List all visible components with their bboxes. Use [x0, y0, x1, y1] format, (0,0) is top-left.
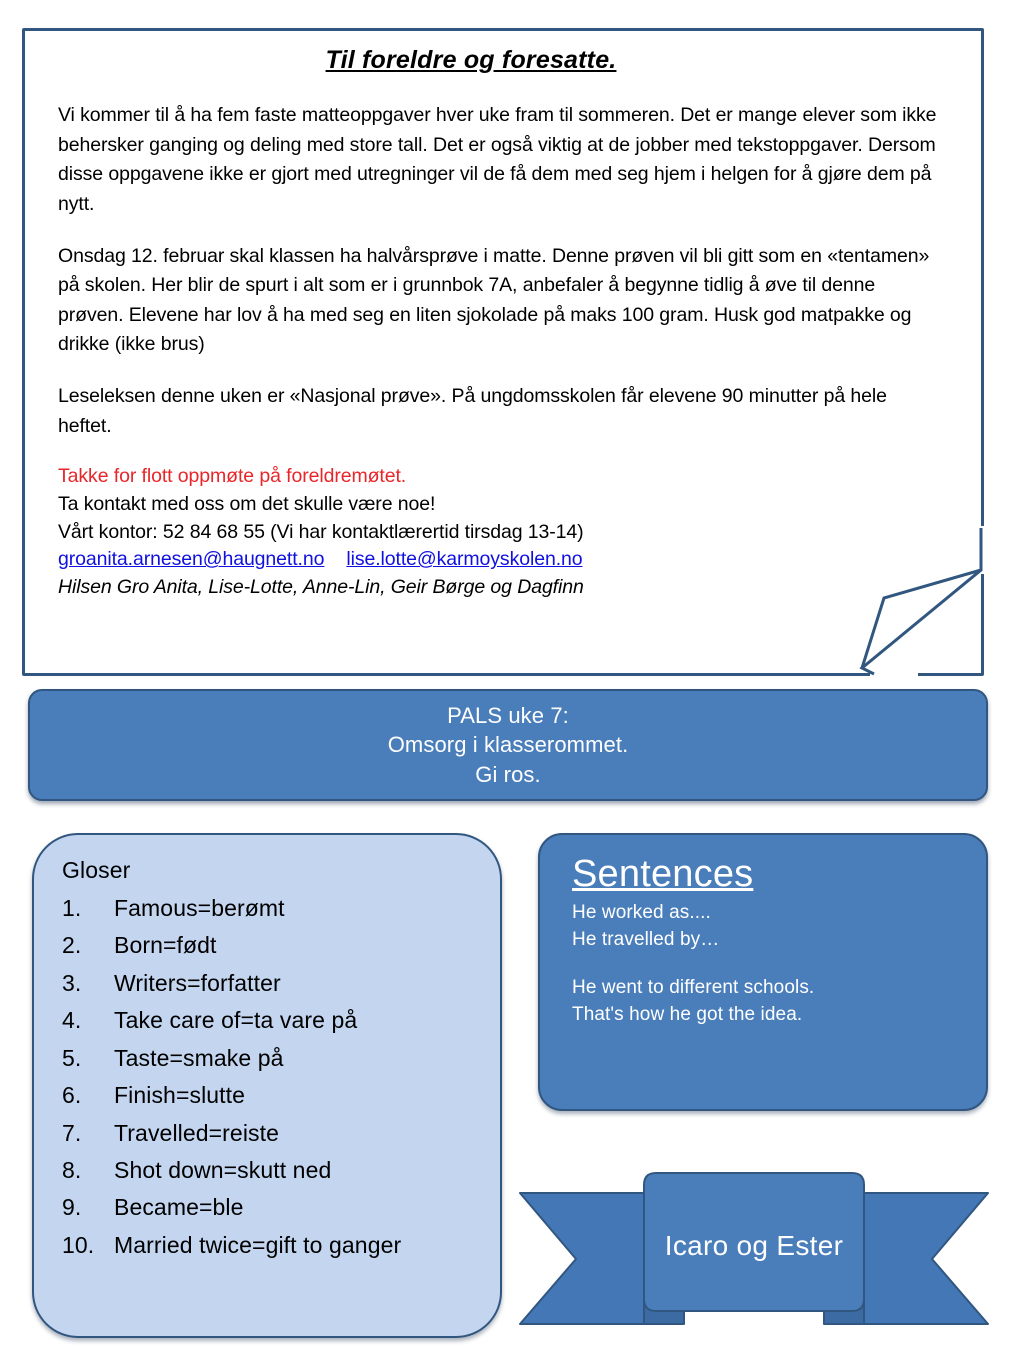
list-item — [62, 1002, 476, 1039]
ribbon-label: Icaro og Ester — [664, 1229, 844, 1261]
gloser-item-text: Travelled=reiste — [114, 1119, 280, 1146]
gloser-item-number: 5. — [62, 1044, 82, 1071]
email-link-liselotte[interactable]: lise.lotte@karmoyskolen.no — [346, 548, 583, 571]
sentences-box — [538, 833, 988, 1111]
gloser-item-number: 6. — [62, 1082, 82, 1109]
gloser-item-text: Take care of=ta vare på — [114, 1007, 358, 1034]
gloser-item-text: Born=født — [114, 932, 217, 959]
gloser-item-number: 2. — [62, 932, 82, 959]
gloser-item-text: Married twice=gift to ganger — [114, 1231, 402, 1258]
ribbon-banner — [514, 1167, 994, 1332]
list-item — [62, 927, 476, 964]
sentences-line-1: He worked as.... — [572, 901, 711, 923]
list-item — [62, 890, 476, 927]
list-item — [62, 1040, 476, 1077]
gloser-box — [32, 833, 502, 1338]
gloser-item-text: Famous=berømt — [114, 894, 285, 921]
signature-line: Hilsen Gro Anita, Lise-Lotte, Anne-Lin, Geir Børge og Dagfinn — [58, 576, 584, 598]
sentences-title: Sentences — [572, 853, 754, 895]
letter-paragraph-2: Onsdag 12. februar skal klassen ha halvårsprøve i matte. Denne prøven vil bli gitt som en «tentamen» på skolen. Her blir de spurt i alt som er i grunnbok 7A, anbefaler å begynne tidlig å øve til denne prøven. Elevene har lov å ha med seg en liten sjokolade på maks 100 gram. Husk god matpakke og drikke (ikke brus) — [58, 244, 930, 356]
list-item — [62, 1115, 476, 1152]
gloser-item-number: 9. — [62, 1194, 82, 1221]
gloser-list — [62, 890, 476, 1265]
email-link-groanita[interactable]: groanita.arnesen@haugnett.no — [58, 548, 325, 571]
pals-banner — [28, 689, 988, 801]
letter-paragraph-3: Leseleksen denne uken er «Nasjonal prøve». På ungdomsskolen får elevene 90 minutter på hele heftet. — [58, 385, 887, 437]
contact-block — [58, 463, 944, 601]
gloser-item-text: Shot down=skutt ned — [114, 1156, 332, 1183]
letter-content — [58, 46, 944, 602]
gloser-item-text: Became=ble — [114, 1194, 244, 1221]
gloser-title: Gloser — [62, 857, 131, 883]
gloser-item-number: 10. — [62, 1231, 95, 1258]
letter-paragraph-1: Vi kommer til å ha fem faste matteoppgaver hver uke fram til sommeren. Det er mange elever som ikke behersker ganging og deling med store tall. Det er også viktig at de jobber med tekstoppgaver. Dersom disse oppgavene ikke er gjort med utregninger vil de få dem med seg hjem i helgen for å gjøre dem på nytt. — [58, 104, 937, 215]
list-item — [62, 1152, 476, 1189]
list-item — [62, 1189, 476, 1226]
sentences-line-3: He went to different schools. — [572, 977, 815, 999]
gloser-item-number: 1. — [62, 894, 82, 921]
gloser-item-number: 3. — [62, 969, 82, 996]
email-links-row — [58, 546, 944, 574]
list-item — [62, 1227, 476, 1264]
list-item — [62, 965, 476, 1002]
ribbon-shape-icon — [514, 1167, 994, 1332]
pals-line-3: Gi ros. — [475, 761, 541, 787]
pals-line-1: PALS uke 7: — [447, 702, 569, 728]
list-item — [62, 1077, 476, 1114]
gloser-item-text: Writers=forfatter — [114, 969, 281, 996]
gloser-item-text: Taste=smake på — [114, 1044, 284, 1071]
gloser-item-number: 4. — [62, 1007, 82, 1034]
gloser-item-number: 8. — [62, 1156, 82, 1183]
sentences-line-2: He travelled by… — [572, 928, 720, 950]
parent-letter-callout — [22, 28, 984, 676]
office-phone-line: Vårt kontor: 52 84 68 55 (Vi har kontaktlærertid tirsdag 13-14) — [58, 520, 584, 543]
gloser-item-text: Finish=slutte — [114, 1082, 246, 1109]
contact-line: Ta kontakt med oss om det skulle være noe! — [58, 492, 436, 515]
thanks-line: Takke for flott oppmøte på foreldremøtet. — [58, 465, 407, 488]
gloser-item-number: 7. — [62, 1119, 82, 1146]
sentences-spacer — [572, 953, 960, 975]
sentences-line-4: That's how he got the idea. — [572, 1004, 803, 1026]
pals-line-2: Omsorg i klasserommet. — [387, 732, 629, 758]
letter-title: Til foreldre og foresatte. — [325, 46, 617, 74]
